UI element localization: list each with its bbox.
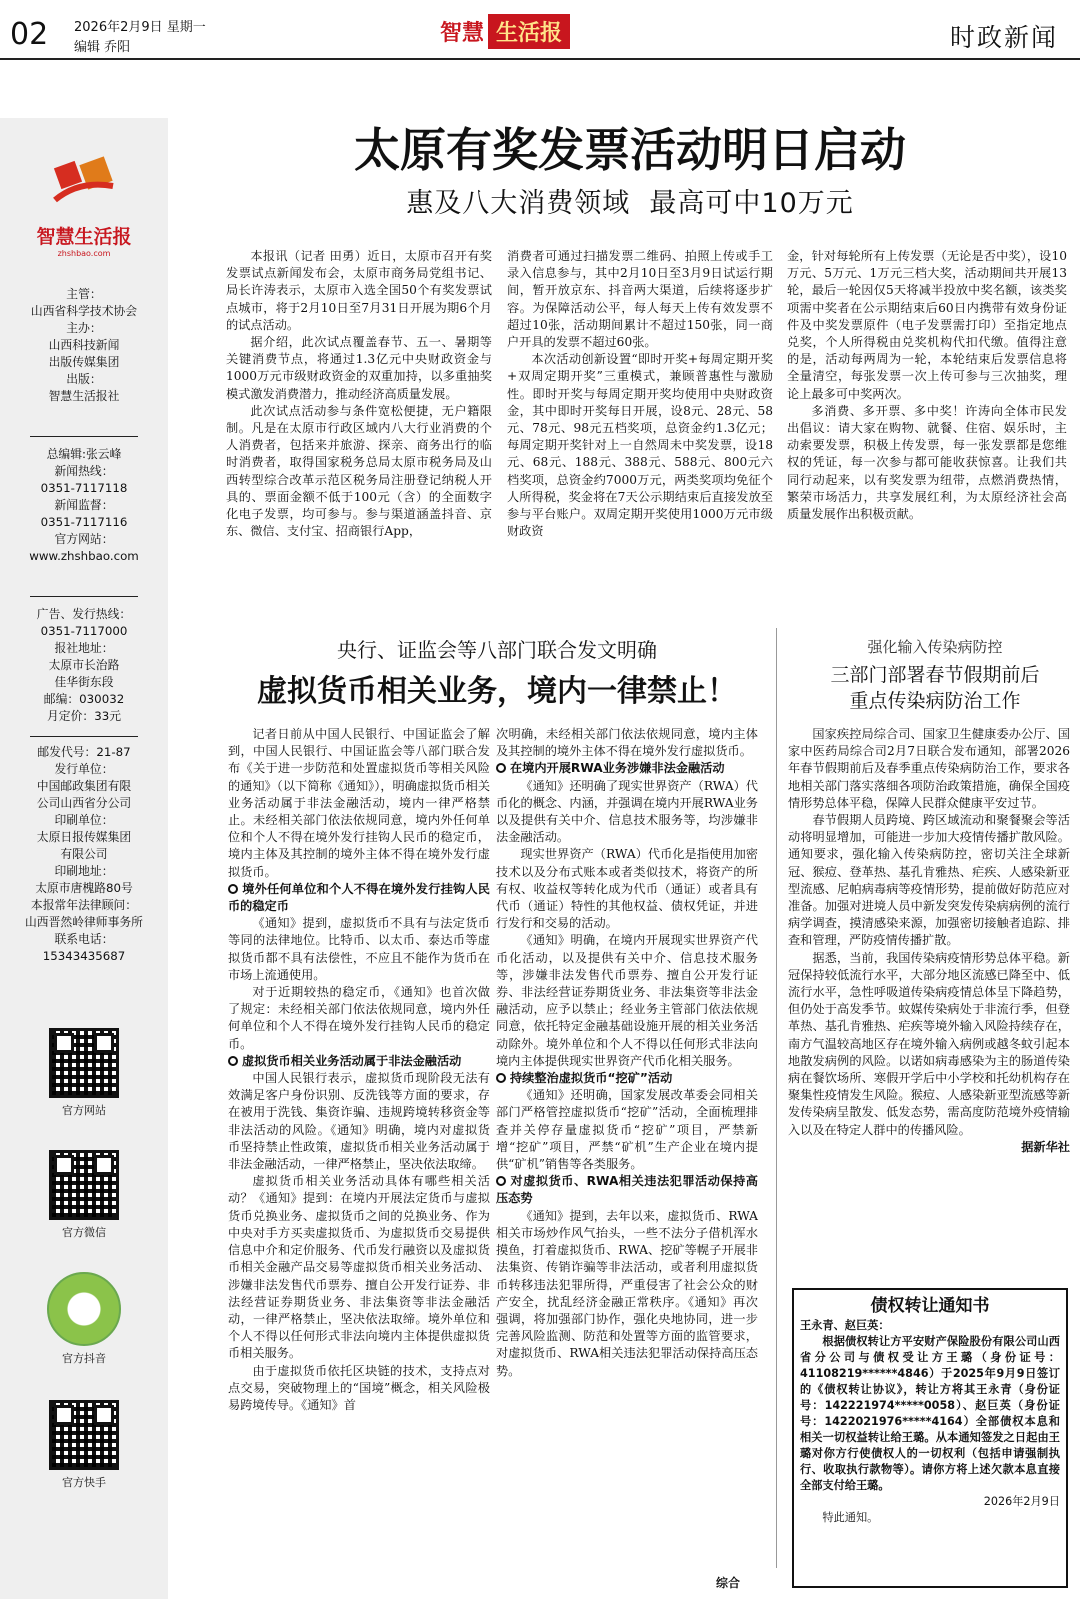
crypto-subheading-text: 对虚拟货币、RWA相关违法犯罪活动保持高压态势: [496, 1174, 758, 1206]
bullet-circle-icon: [496, 763, 506, 773]
qr-label: 官方网站: [62, 1104, 106, 1117]
crypto-kicker: 央行、证监会等八部门联合发文明确: [337, 638, 657, 662]
sidebar-block-ads: [0, 606, 168, 725]
lead-subheadline: 惠及八大消费领域 最高可中10万元: [406, 188, 854, 219]
sidebar-line: 新闻监督：: [54, 498, 114, 512]
qr-official-wechat[interactable]: [44, 1150, 124, 1240]
crypto-subheading: [496, 760, 758, 777]
notice-date: 2026年2月9日: [983, 1495, 1060, 1508]
qr-label: 官方抖音: [62, 1352, 106, 1365]
health-paragraph: 春节假期人员跨境、跨区域流动和聚餐聚会等活动将明显增加，可能进一步加大疫情传播扩散风险。通知要求，强化输入传染病防控，密切关注全球新冠、猴痘、登革热、基孔肯雅热、疟疾、人感染新亚型流感、尼帕病毒病等疫情形势，提前做好防范应对准备。加强对进境人员中新发突发传染病病例的流行病学调查，摸清感染来源，加强密切接触者追踪、排查和管理，严防疫情传播扩散。: [788, 813, 1070, 948]
qr-code-icon: [49, 1028, 119, 1098]
crypto-column-1: [228, 726, 490, 1414]
lead-column-1: [226, 248, 492, 540]
lead-paragraph: 本次活动创新设置“即时开奖+每周定期开奖+双周定期开奖”三重模式，兼顾普惠性与激励性。即时开奖与每周定期开奖均使用中央财政资金，其中即时开奖每日开展，设8元、28元、58元、78元、98元五档奖项，总资金约1.3亿元；每周定期开奖针对上一自然周未中奖发票，设18元、68元、188元、388元、588元、800元六档奖项，总资金约7000万元，两类奖项均免征个人所得税，奖金将在7天公示期结束后直接发放至参与平台账户。双周定期开奖使用1000万元市级财政资: [507, 352, 773, 539]
sidebar-logo-name: 智慧生活报: [36, 226, 132, 248]
sidebar-line: 佳华街东段: [54, 675, 114, 689]
sidebar-line: 山西科技新闻: [48, 338, 120, 352]
brand-logo-icon: [49, 156, 119, 214]
qr-code-icon: [47, 1272, 121, 1346]
sidebar-line: 山西晋然岭律师事务所: [25, 915, 143, 929]
health-body: [788, 726, 1070, 1156]
bullet-circle-icon: [496, 1176, 506, 1186]
crypto-subheading-text: 虚拟货币相关业务活动属于非法金融活动: [242, 1053, 462, 1068]
crypto-subheading-text: 在境内开展RWA业务涉嫌非法金融活动: [510, 761, 725, 776]
header-rule: [0, 58, 1080, 60]
sidebar-line: 山西省科学技术协会: [30, 304, 138, 318]
sidebar-block-publisher: [0, 286, 168, 405]
crypto-paragraph: 由于虚拟货币依托区块链的技术，支持点对点交易，突破物理上的“国境”概念，相关风险极易跨境传导。《通知》首: [228, 1363, 490, 1412]
sidebar-line: www.zhshbao.com: [29, 549, 139, 563]
debt-transfer-notice: [792, 1288, 1068, 1588]
notice-body: 根据债权转让方平安财产保险股份有限公司山西省分公司与债权受让方王璐（身份证号：41108219******4846）于2025年9月9日签订的《债权转让协议》，转让方将其王永青（身份证号：142221974*****0058）、赵巨英（身份证号：1422021976*****4164）全部债权本息和相关一切权益转让给王璐。从本通知签发之日起由王璐对你方行使债权人的一切权利（包括申请强制执行、收取执行款物等）。请你方将上述欠款本息直接全部支付给王璐。: [800, 1335, 1060, 1492]
sidebar-line: 总编辑:张云峰: [46, 447, 122, 461]
section-title: 时政新闻: [949, 23, 1058, 52]
sidebar-line: 公司山西省分公司: [36, 796, 132, 810]
crypto-column-2: [496, 726, 758, 1380]
health-headline-line-2: 重点传染病防治工作: [849, 690, 1021, 712]
sidebar-line: 主管：: [66, 287, 102, 301]
bullet-circle-icon: [228, 884, 238, 894]
sidebar-line: 月定价：33元: [47, 709, 121, 723]
sidebar-line: 新闻热线：: [54, 464, 114, 478]
sidebar-logo-url: zhshbao.com: [57, 249, 111, 258]
sidebar-line: 有限公司: [60, 847, 108, 861]
crypto-paragraph: 中国人民银行表示，虚拟货币现阶段无法有效满足客户身份识别、反洗钱等方面的要求，存在被用于洗钱、集资诈骗、违规跨境转移资金等非法活动的风险。《通知》明确，境内对虚拟货币坚持禁止性政策，虚拟货币相关业务活动属于非法金融活动，一律严格禁止，坚决依法取缔。: [228, 1071, 490, 1172]
health-kicker: 强化输入传染病防控: [867, 638, 1003, 656]
sidebar-line: 中国邮政集团有限: [36, 779, 132, 793]
page-number: 02: [10, 17, 49, 52]
sidebar-line: 广告、发行热线：: [36, 607, 132, 621]
qr-official-douyin[interactable]: [44, 1272, 124, 1366]
lead-paragraph: 金，针对每轮所有上传发票（无论是否中奖），设10万元、5万元、1万元三档大奖，活动期间共开展13轮，最后一轮因仅5天将减半投放中奖名额，该类奖项需中奖者在公示期结束后60日内携带有效身份证件及中奖发票原件（电子发票需打印）至指定地点兑奖，个人所得税由兑奖机构代扣代缴。值得注意的是，活动每两周为一轮，本轮结束后发票信息将全量清空，每张发票一次上传可参与三次抽奖，理论上最多可中奖两次。: [787, 249, 1067, 401]
lead-paragraph: 本报讯（记者 田勇）近日，太原市召开有奖发票试点新闻发布会，太原市商务局党组书记、局长许涛表示，太原市入选全国50个有奖发票试点城市，将于2月10日至7月31日开展为期6个月的试点活动。: [226, 249, 492, 332]
masthead-name: 生活报: [488, 14, 570, 49]
crypto-subheading-text: 持续整治虚拟货币“挖矿”活动: [510, 1071, 673, 1086]
sidebar-line: 主办：: [66, 321, 102, 335]
lead-paragraph: 消费者可通过扫描发票二维码、拍照上传或手工录入信息参与，其中2月10日至3月9日试运行期间，暂开放京东、抖音两大渠道，后续将逐步扩容。为保障活动公平，每人每天上传有效发票不超过10张，活动期间累计不超过150张，同一商户开具的发票不超过60张。: [507, 249, 773, 350]
health-headline-line-1: 三部门部署春节假期前后: [830, 664, 1040, 686]
sidebar-line: 15343435687: [42, 949, 126, 963]
crypto-headline: 虚拟货币相关业务，境内一律禁止！: [257, 674, 737, 709]
crypto-paragraph: 现实世界资产（RWA）代币化是指使用加密技术以及分布式账本或者类似技术，将资产的所有权、收益权等转化成为代币（通证）或者具有代币（通证）特性的其他权益、债权凭证，并进行发行和交易的活动。: [496, 847, 758, 931]
qr-official-kuaishou[interactable]: [44, 1400, 124, 1490]
health-divider: [776, 628, 777, 1568]
qr-label: 官方快手: [62, 1476, 106, 1489]
sidebar-line: 邮发代号：21-87: [37, 745, 131, 759]
crypto-source: 综合: [716, 1576, 741, 1590]
health-paragraph: 国家疾控局综合司、国家卫生健康委办公厅、国家中医药局综合司2月7日联合发布通知，部署2026年春节假期前后及春季重点传染病防治工作，要求各地相关部门落实落细各项防治政策措施，确保全国疫情形势总体平稳，保障人民群众健康平安过节。: [788, 727, 1070, 810]
lead-column-3: [787, 248, 1067, 523]
sidebar-line: 官方网站：: [54, 532, 114, 546]
health-paragraph: 据悉，当前，我国传染病疫情形势总体平稳。新冠保持较低流行水平，大部分地区流感已降至中、低流行水平，急性呼吸道传染病疫情总体呈下降趋势，但仍处于高发季节。蚊媒传染病处于非流行季，但登革热、基孔肯雅热、疟疾等境外输入风险持续存在，南方气温较高地区存在境外输入病例或越冬蚊引起本地散发病例的风险。以诺如病毒感染为主的肠道传染病在餐饮场所、寒假开学后中小学校和托幼机构存在聚集性疫情发生风险。猴痘、人感染新亚型流感等新发传染病呈散发、低发态势，需高度防范境外疫情输入以及在特定人群中的传播风险。: [788, 950, 1070, 1137]
sidebar-line: 0351-7117000: [40, 624, 128, 638]
sidebar-divider: [30, 736, 138, 737]
sidebar-line: 太原市长治路: [48, 658, 120, 672]
sidebar-line: 太原日报传媒集团: [36, 830, 132, 844]
crypto-paragraph: 对于近期较热的稳定币，《通知》也首次做了规定：未经相关部门依法依规同意，境内外任何单位和个人不得在境外发行挂钩人民币的稳定币。: [228, 985, 490, 1051]
sidebar-line: 印刷单位：: [54, 813, 114, 827]
crypto-paragraph: 次明确，未经相关部门依法依规同意，境内主体及其控制的境外主体不得在境外发行虚拟货币。: [496, 727, 758, 759]
crypto-subheading-text: 境外任何单位和个人不得在境外发行挂钩人民币的稳定币: [228, 881, 490, 914]
crypto-paragraph: 《通知》提到，虚拟货币不具有与法定货币等同的法律地位。比特币、以太币、泰达币等虚拟货币都不具有法偿性，不应且不能作为货币在市场上流通使用。: [228, 916, 490, 982]
sidebar-logo: [0, 156, 168, 258]
crypto-subheading: [496, 1173, 758, 1207]
sidebar-line: 发行单位：: [54, 762, 114, 776]
sidebar-block-printing: [0, 744, 168, 965]
lead-column-2: [507, 248, 773, 540]
sidebar-line: 联系电话：: [54, 932, 114, 946]
crypto-subheading: [228, 1053, 490, 1070]
health-source: 据新华社: [1021, 1139, 1070, 1154]
qr-official-site[interactable]: [44, 1028, 124, 1118]
sidebar-line: 太原市唐槐路80号: [35, 881, 133, 895]
lead-paragraph: 据介绍，此次试点覆盖春节、五一、暑期等关键消费节点，将通过1.3亿元中央财政资金与1000万元市级财政资金的双重加持，以多重抽奖模式激发消费潜力，推动经济高质量发展。: [226, 335, 492, 401]
sidebar-line: 本报常年法律顾问：: [30, 898, 138, 912]
qr-label: 官方微信: [62, 1226, 106, 1239]
notice-addressee: 王永青、赵巨英：: [800, 1319, 890, 1332]
crypto-paragraph: 记者日前从中国人民银行、中国证监会了解到，中国人民银行、中国证监会等八部门联合发布《关于进一步防范和处置虚拟货币等相关风险的通知》（以下简称《通知》），明确虚拟货币相关业务活动属于非法金融活动，境内一律严格禁止。未经相关部门依法依规同意，境内外任何单位和个人不得在境外发行挂钩人民币的稳定币，境内主体及其控制的境外主体不得在境外发行虚拟货币。: [228, 727, 491, 879]
crypto-subheading: [496, 1070, 758, 1087]
masthead-prefix: 智慧: [440, 21, 485, 46]
qr-code-icon: [49, 1150, 119, 1220]
editor-credit: 编辑 乔阳: [74, 40, 131, 55]
sidebar-line: 报社地址：: [54, 641, 114, 655]
lead-paragraph: 多消费、多开票、多中奖！许涛向全体市民发出倡议：请大家在购物、就餐、住宿、娱乐时，主动索要发票，积极上传发票，每一张发票都是您维权的凭证，每一次参与都可能收获惊喜。让我们共同行动起来，以有奖发票为纽带，点燃消费热情，繁荣市场活力，共享发展红利，为太原经济社会高质量发展作出积极贡献。: [787, 403, 1067, 522]
lead-headline: 太原有奖发票活动明日启动: [354, 123, 906, 177]
sidebar-line: 邮编：030032: [43, 692, 125, 706]
bullet-circle-icon: [496, 1073, 506, 1083]
bullet-circle-icon: [228, 1056, 238, 1066]
crypto-paragraph: 《通知》还明确，国家发展改革委会同相关部门严格管控虚拟货币“挖矿”活动，全面梳理排查并关停存量虚拟货币“挖矿”项目，严禁新增“挖矿”项目，严禁“矿机”生产企业在境内提供“矿机”销售等各类服务。: [496, 1088, 758, 1172]
lead-paragraph: 此次试点活动参与条件宽松便捷，无户籍限制。凡是在太原市行政区域内八大行业消费的个人消费者，包括来并旅游、探亲、商务出行的临时消费者，取得国家税务总局太原市税务局及山西转型综合改革示范区税务局注册登记纳税人开具的、票面金额不低于100元（含）的全面数字化电子发票，均可参与。参与渠道涵盖抖音、京东、微信、支付宝、招商银行App，: [226, 403, 492, 539]
masthead: [440, 14, 570, 49]
sidebar-line: 智慧生活报社: [48, 389, 120, 403]
crypto-paragraph: 虚拟货币相关业务活动具体有哪些相关活动？《通知》提到：在境内开展法定货币与虚拟货币兑换业务、虚拟货币之间的兑换业务、作为中央对手方买卖虚拟货币、为虚拟货币交易提供信息中介和定价服务、代币发行融资以及虚拟货币相关金融产品交易等虚拟货币相关业务活动、涉嫌非法发售代币票券、擅自公开发行证券、非法经营证券期货业务、非法集资等非法金融活动，一律严格禁止，坚决依法取缔。境外单位和个人不得以任何形式非法向境内主体提供虚拟货币相关服务。: [228, 1174, 490, 1361]
sidebar-line: 出版：: [66, 372, 102, 386]
notice-closing: 特此通知。: [822, 1511, 879, 1524]
crypto-paragraph: 《通知》还明确了现实世界资产（RWA）代币化的概念、内涵，并强调在境内开展RWA业务以及提供有关中介、信息技术服务等，均涉嫌非法金融活动。: [496, 778, 758, 845]
notice-title: 债权转让通知书: [870, 1296, 990, 1316]
issue-date: 2026年2月9日 星期一: [74, 20, 206, 35]
sidebar-line: 0351-7117118: [40, 481, 128, 495]
sidebar-line: 印刷地址：: [54, 864, 114, 878]
crypto-paragraph: 《通知》提到，去年以来，虚拟货币、RWA相关市场炒作风气抬头，一些不法分子借机浑水摸鱼，打着虚拟货币、RWA、挖矿等幌子开展非法集资、传销诈骗等非法活动，或者利用虚拟货币转移违法犯罪所得，严重侵害了社会公众的财产安全，扰乱经济金融正常秩序。《通知》再次强调，将加强部门协作，强化央地协同，进一步完善风险监测、防范和处置等方面的监管要求，对虚拟货币、RWA相关违法犯罪活动保持高压态势。: [496, 1208, 758, 1378]
crypto-paragraph: 《通知》明确，在境内开展现实世界资产代币化活动，以及提供有关中介、信息技术服务等，涉嫌非法发售代币票券、擅自公开发行证券、非法经营证券期货业务、非法集资等非法金融活动，应予以禁止；经业务主管部门依法依规同意，依托特定金融基础设施开展的相关业务活动除外。境外单位和个人不得以任何形式非法向境内主体提供现实世界资产代币化相关服务。: [496, 933, 758, 1068]
sidebar-divider: [30, 596, 138, 597]
crypto-subheading: [228, 881, 490, 915]
sidebar-line: 出版传媒集团: [48, 355, 120, 369]
sidebar-divider: [30, 436, 138, 437]
qr-code-icon: [49, 1400, 119, 1470]
sidebar-block-contact: [0, 446, 168, 565]
sidebar-line: 0351-7117116: [40, 515, 128, 529]
